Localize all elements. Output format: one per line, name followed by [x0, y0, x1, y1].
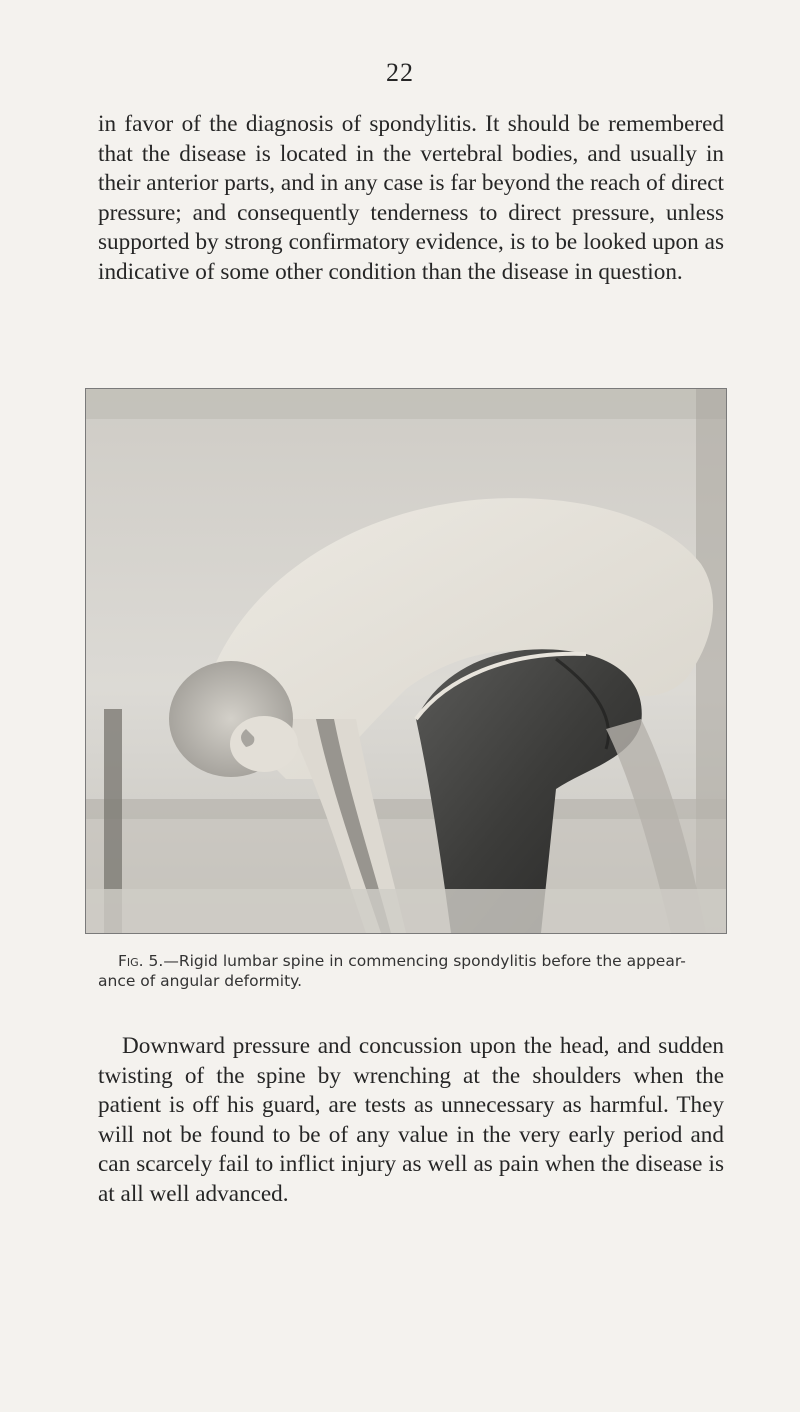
figure-photograph: [85, 388, 727, 934]
railing: [86, 799, 726, 819]
figure-label: Fig. 5.: [118, 952, 164, 970]
ground: [86, 889, 726, 933]
photo-top-shadow: [86, 389, 726, 419]
figure-caption: [98, 951, 724, 991]
caption-text-1: —Rigid lumbar spine in commencing spondylitis before the appear-: [163, 952, 686, 970]
face: [230, 716, 298, 772]
body-paragraph-bottom: Downward pressure and concussion upon the head, and sudden twisting of the spine by wrenching at the shoulders when the patient is off his guard, are tests as unnecessary as harmful. They will not be found to be of any value in the very early period and can scarcely fail to inflict injury as well as pain when the disease is at all well advanced.: [98, 1033, 724, 1207]
caption-line-2: ance of angular deformity.: [98, 972, 303, 990]
body-paragraph-top: in favor of the diagnosis of spondylitis. It should be remembered that the disease is located in the vertebral bodies, and usually in their anterior parts, and in any case is far beyond the reach of direct pressure; and consequently tenderness to direct pressure, unless supported by strong confirmatory evidence, is to be looked upon as indicative of some other condition than the disease in question.: [98, 111, 724, 285]
caption-line-1: [98, 951, 724, 971]
page-number: 22: [386, 58, 414, 87]
